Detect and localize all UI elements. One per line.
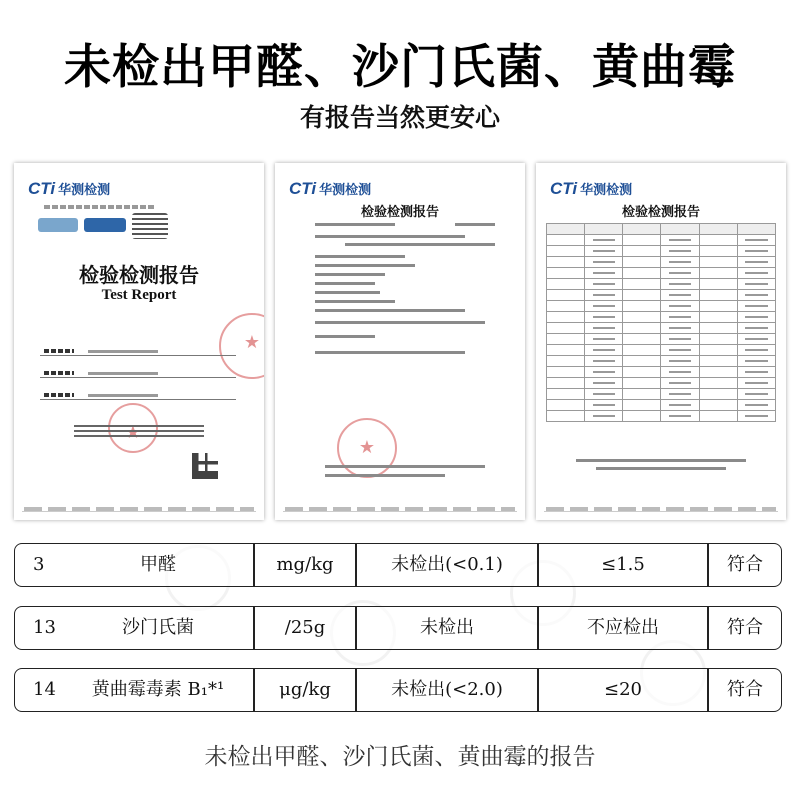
qr-code-icon [192, 453, 218, 479]
test-item: 黄曲霉毒素 B₁*¹ [91, 679, 225, 700]
logo-brand: 华测检测 [58, 182, 111, 197]
result-row-aflatoxin [14, 668, 782, 712]
text-line [315, 321, 485, 324]
row-number: 13 [33, 617, 56, 638]
text-line [315, 235, 465, 238]
logo-brand: 华测检测 [319, 182, 372, 197]
issuing-org-text [74, 425, 204, 439]
text-line [315, 282, 375, 285]
report-title: 检验检测报告 [621, 205, 700, 220]
logo-mark: CTi [289, 179, 317, 198]
test-result: 未检出 [420, 617, 474, 638]
text-line [315, 273, 385, 276]
report-number-text [44, 205, 154, 209]
unit: μg/kg [279, 679, 331, 700]
verdict: 符合 [727, 679, 763, 700]
test-item: 沙门氏菌 [122, 617, 194, 638]
unit: /25g [284, 617, 326, 638]
cma-badge-icon [132, 213, 168, 239]
text-line [596, 467, 726, 470]
text-line [315, 264, 415, 267]
text-line [325, 474, 445, 477]
text-line [325, 465, 485, 468]
logo-mark: CTi [28, 179, 56, 198]
report-title: 检验检测报告 [360, 205, 439, 220]
ilac-badge-icon [38, 218, 78, 232]
report-info-thumbnail [275, 163, 525, 520]
standard-limit: ≤20 [604, 679, 642, 700]
report-results-thumbnail [536, 163, 786, 520]
footer-rule [283, 511, 517, 514]
verdict: 符合 [727, 554, 763, 575]
verdict: 符合 [727, 617, 763, 638]
cti-logo [28, 179, 110, 199]
unit: mg/kg [276, 554, 334, 575]
row-number: 3 [33, 554, 45, 575]
cnas-badge-icon [84, 218, 126, 232]
text-line [315, 223, 395, 226]
text-line [315, 335, 375, 338]
logo-mark: CTi [550, 179, 578, 198]
test-result: 未检出(<2.0) [391, 679, 503, 700]
footer-rule [22, 511, 256, 514]
text-line [315, 351, 465, 354]
result-row-salmonella [14, 606, 782, 650]
text-line [455, 223, 495, 226]
standard-limit: 不应检出 [587, 617, 659, 638]
headline: 未检出甲醛、沙门氏菌、黄曲霉 [64, 40, 736, 95]
text-line [576, 459, 746, 462]
test-item: 甲醛 [140, 554, 176, 575]
footer-rule [544, 511, 778, 514]
standard-limit: ≤1.5 [601, 554, 645, 575]
report-cover-thumbnail [14, 163, 264, 520]
text-line [345, 243, 495, 246]
client-field [40, 363, 236, 378]
report-title-en: Test Report [101, 287, 177, 303]
row-number: 14 [33, 679, 56, 700]
sample-name-field [40, 341, 236, 356]
test-result: 未检出(<0.1) [391, 554, 503, 575]
subheadline: 有报告当然更安心 [299, 103, 500, 132]
bottom-caption: 未检出甲醛、沙门氏菌、黄曲霉的报告 [204, 744, 596, 770]
report-title: 检验检测报告 [79, 263, 199, 287]
logo-brand: 华测检测 [580, 182, 633, 197]
text-line [315, 309, 465, 312]
results-mini-table [546, 223, 776, 422]
text-line [315, 291, 380, 294]
cti-logo [550, 179, 632, 199]
text-line [315, 300, 395, 303]
red-seal-icon [337, 418, 397, 478]
test-type-field [40, 385, 236, 400]
text-line [315, 255, 405, 258]
result-row-formaldehyde [14, 543, 782, 587]
cti-logo [289, 179, 371, 199]
